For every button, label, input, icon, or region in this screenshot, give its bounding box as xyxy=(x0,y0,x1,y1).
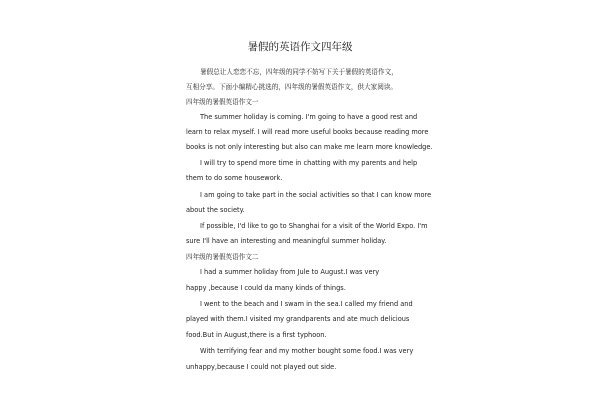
document-title: 暑假的英语作文四年级 xyxy=(247,41,353,53)
essay-1-line-5: them to do some housework. xyxy=(186,174,283,182)
essay-2-line-4: played with them.I visited my grandparents and ate much delicious xyxy=(186,315,410,323)
essay-1-line-1: The summer holiday is coming. I'm going to have a good rest and xyxy=(200,113,418,121)
essay-1-line-6: I am going to take part in the social activities so that I can know more xyxy=(200,191,432,199)
intro-line-2: 互相分享。下面小编精心挑选的，四年级的暑假英语作文，供大家阅读。 xyxy=(186,83,397,91)
essay-1-line-9: sure I'll have an interesting and meaningful summer holiday. xyxy=(186,237,387,245)
essay-1-line-3: books is not only interesting but also can make me learn more knowledge. xyxy=(186,143,433,151)
essay-1-line-4: I will try to spend more time in chatting with my parents and help xyxy=(200,159,418,167)
section-1-heading: 四年级的暑假英语作文一 xyxy=(186,98,259,106)
essay-2-line-2: happy ,because I could da many kinds of things. xyxy=(186,284,346,292)
essay-1-line-8: If possible, I'd like to go to Shanghai for a visit of the World Expo. I'm xyxy=(200,222,428,230)
section-2-heading: 四年级的暑假英语作文二 xyxy=(186,253,259,261)
essay-1-line-2: learn to relax myself. I will read more useful books because reading more xyxy=(186,128,429,136)
essay-2-line-3: I went to the beach and I swam in the sea.I called my friend and xyxy=(200,300,413,308)
essay-1-line-7: about the society. xyxy=(186,206,245,214)
intro-line-1: 暑假总让人恋恋不忘，四年级的同学不妨写下关于暑假的英语作文， xyxy=(200,68,398,76)
essay-2-line-6: With terrifying fear and my mother bought some food.I was very xyxy=(200,347,414,355)
essay-2-line-5: food.But in August,there is a first typhoon. xyxy=(186,331,327,339)
essay-2-line-1: I had a summer holiday from Jule to August.I was very xyxy=(200,268,380,276)
essay-2-line-7: unhappy,because I could not played out side. xyxy=(186,363,337,371)
